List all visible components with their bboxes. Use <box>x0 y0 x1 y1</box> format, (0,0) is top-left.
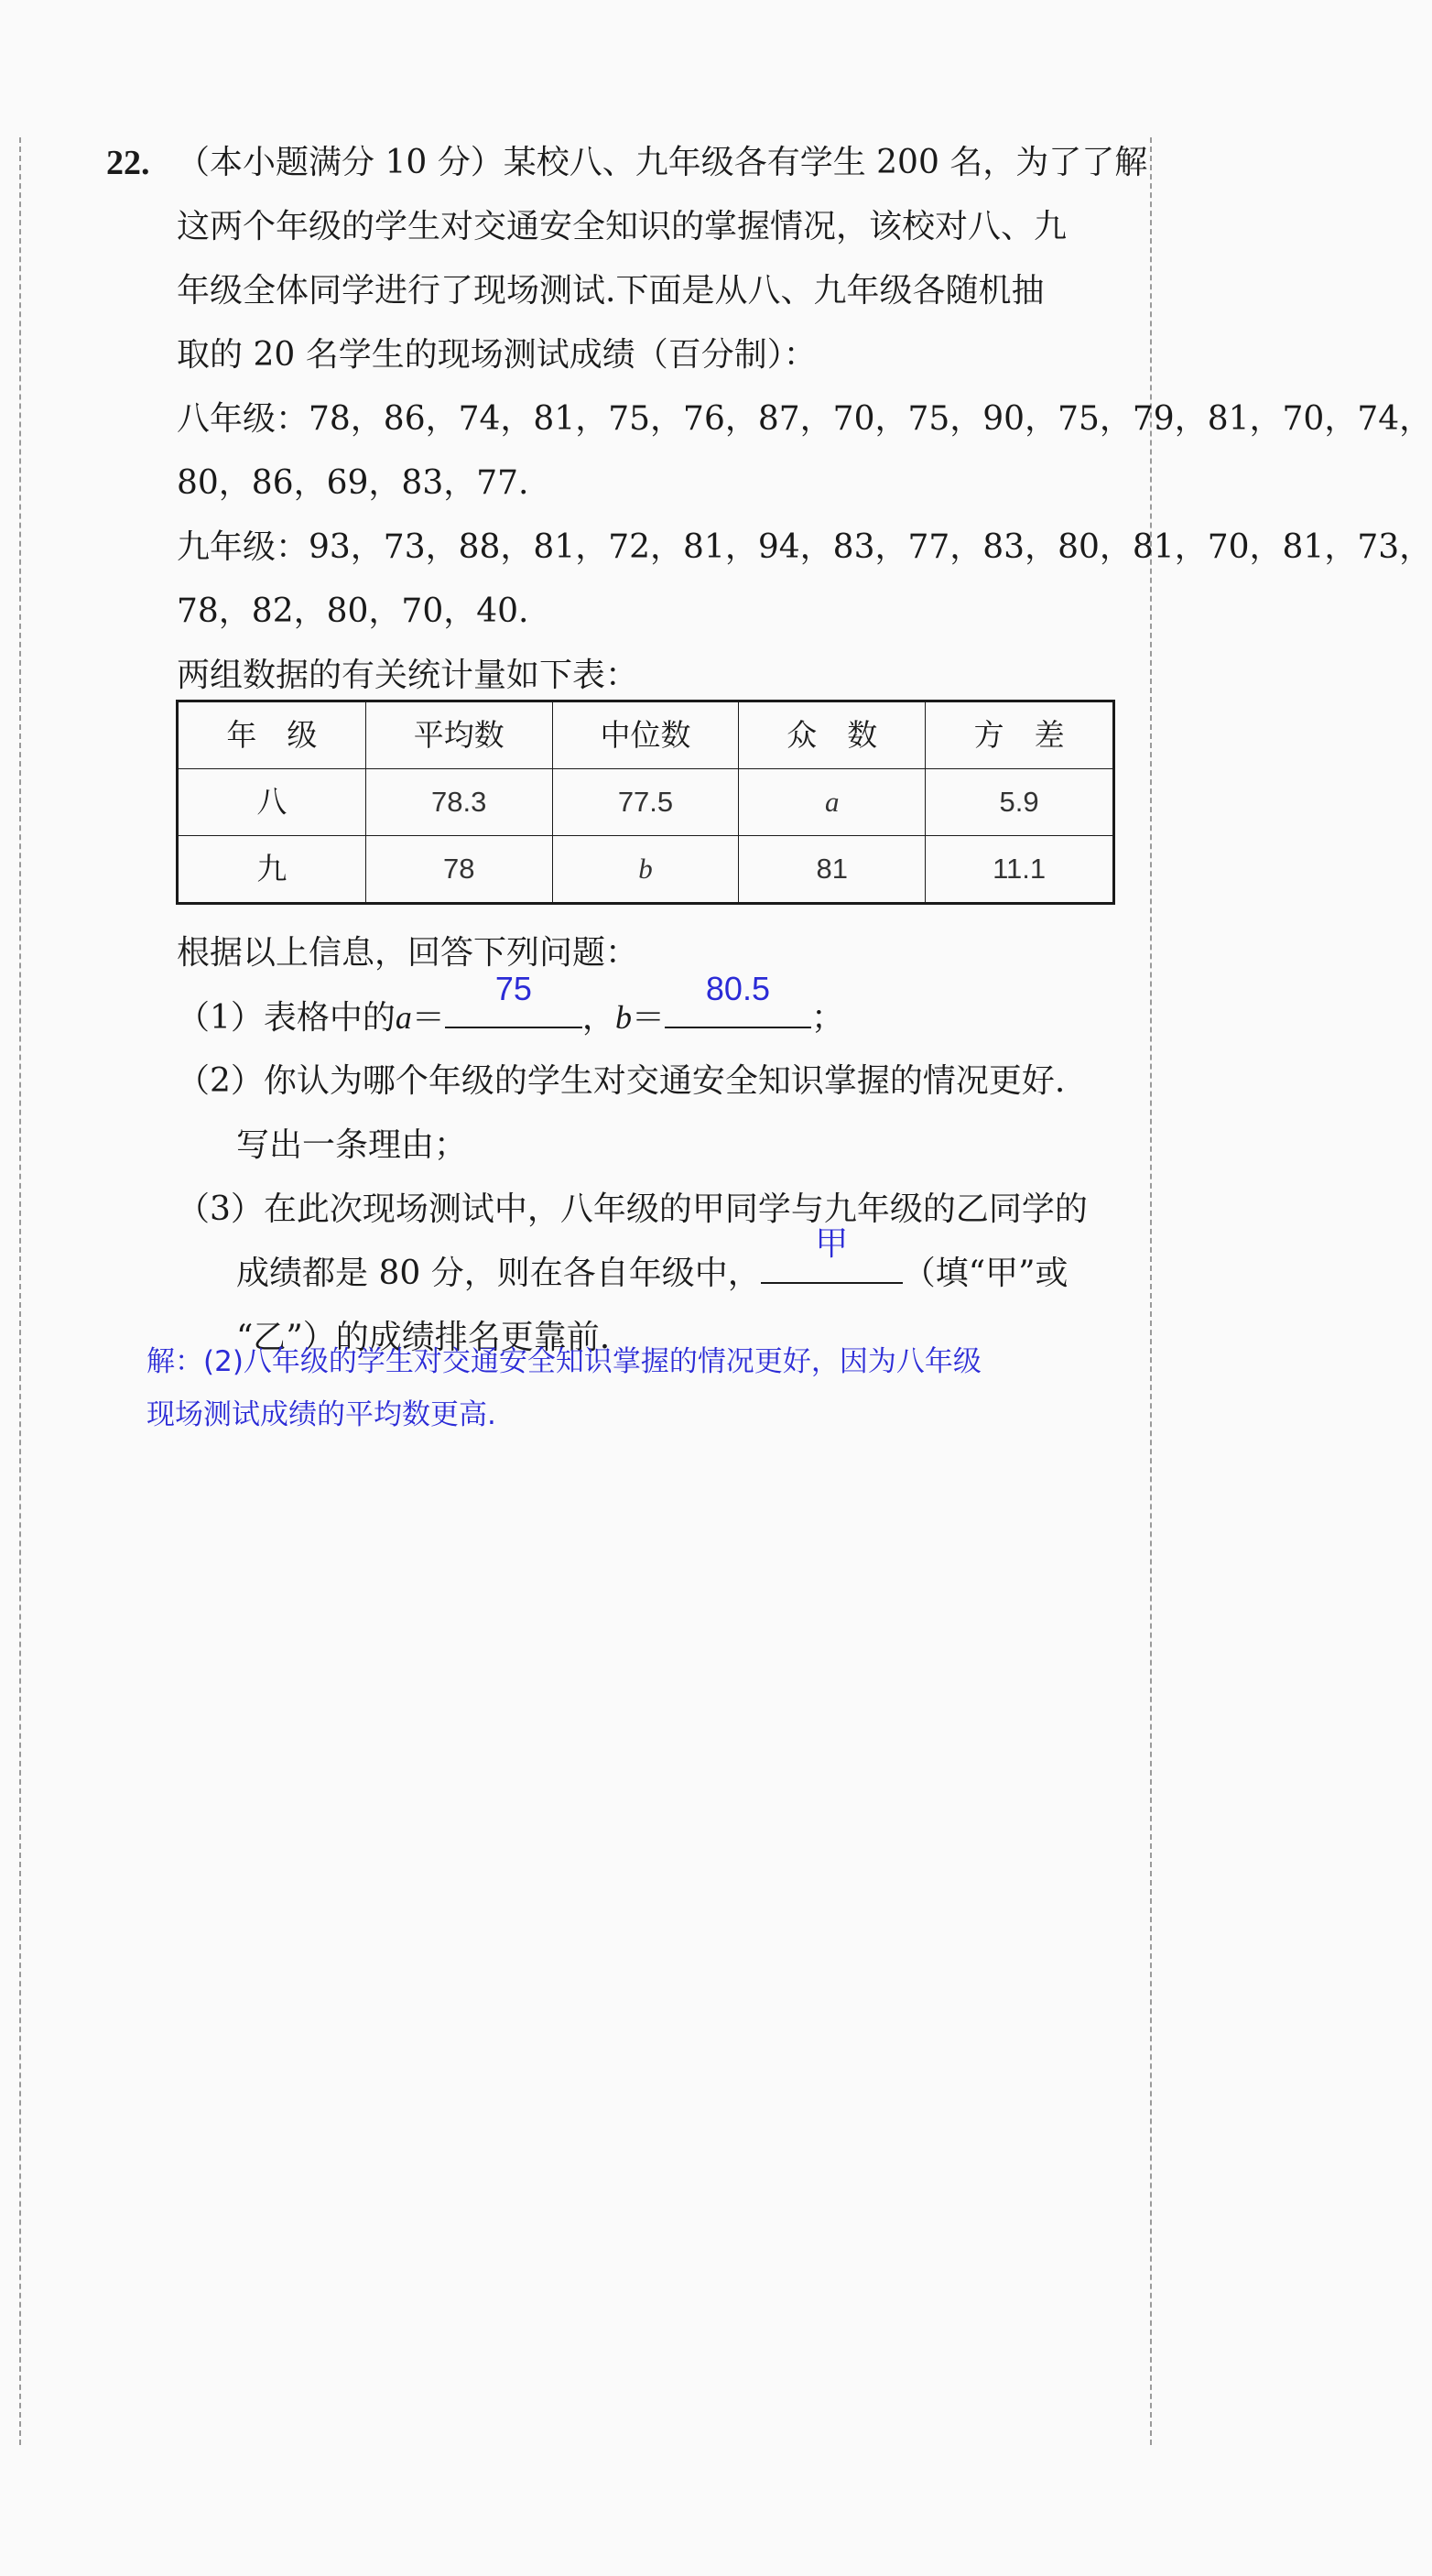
row-grade-9: 九 <box>178 836 366 904</box>
question-line-3: 年级全体同学进行了现场测试.下面是从八、九年级各随机抽 <box>177 272 1045 310</box>
header-median: 中位数 <box>552 701 739 769</box>
grade9-variance: 11.1 <box>926 836 1114 904</box>
handwritten-answer <box>146 1335 1117 1441</box>
q1-end: ； <box>810 999 844 1037</box>
answer-3-value: 甲 <box>815 1225 849 1263</box>
question-line-2: 这两个年级的学生对交通安全知识的掌握情况，该校对八、九 <box>177 208 1068 245</box>
q1-prefix: （1）表格中的 <box>177 999 396 1037</box>
answer-blank-b[interactable] <box>665 970 811 1028</box>
grade8-scores-line-2: 80，86，69，83，77. <box>177 464 529 502</box>
grade9-mode: 81 <box>739 836 926 904</box>
q3-suffix: （填“甲”或 <box>902 1255 1069 1292</box>
subquestion-2-line-1: （2）你认为哪个年级的学生对交通安全知识掌握的情况更好. <box>177 1062 1066 1100</box>
right-margin-dashed-line <box>1150 137 1152 2445</box>
header-variance: 方 差 <box>926 701 1114 769</box>
question-line-1: （本小题满分 10 分）某校八、九年级各有学生 200 名，为了了解 <box>177 144 1148 181</box>
answer-blank-a[interactable] <box>445 970 582 1028</box>
question-line-4: 取的 20 名学生的现场测试成绩（百分制）： <box>177 336 817 374</box>
table-intro: 两组数据的有关统计量如下表： <box>177 657 639 694</box>
answer-blank-3[interactable] <box>761 1225 903 1284</box>
grade9-scores-line-1: 九年级：93，73，88，81，72，81，94，83，77，83，80，81，70，81，73， <box>177 528 1432 566</box>
grade8-mode: a <box>739 769 926 836</box>
q1-var-b: b <box>614 999 632 1036</box>
header-mean: 平均数 <box>365 701 552 769</box>
subquestion-2-line-2: 写出一条理由； <box>236 1126 468 1164</box>
subquestion-3-line-1: （3）在此次现场测试中，八年级的甲同学与九年级的乙同学的 <box>177 1190 1088 1228</box>
grade9-mean: 78 <box>365 836 552 904</box>
answer-b-value: 80.5 <box>705 970 770 1007</box>
q3-prefix: 成绩都是 80 分，则在各自年级中， <box>236 1255 761 1292</box>
q1-eq-b: ＝ <box>631 999 665 1037</box>
q1-eq-a: ＝ <box>411 999 445 1037</box>
subquestion-3-line-3: “乙”）的成绩排名更靠前. <box>236 1319 611 1356</box>
q1-var-a: a <box>395 999 412 1036</box>
subquestion-3-line-2 <box>236 1225 1069 1306</box>
grade8-variance: 5.9 <box>926 769 1114 836</box>
question-number: 22. <box>106 144 150 182</box>
table-row <box>178 769 1114 836</box>
statistics-table <box>176 700 1115 905</box>
answer-line-1: 解：(2)八年级的学生对交通安全知识掌握的情况更好，因为八年级 <box>146 1345 982 1378</box>
grade8-median: 77.5 <box>552 769 739 836</box>
q1-comma: ， <box>581 999 615 1037</box>
grade9-scores-line-2: 78，82，80，70，40. <box>177 592 529 630</box>
table-row <box>178 836 1114 904</box>
header-mode: 众 数 <box>739 701 926 769</box>
row-grade-8: 八 <box>178 769 366 836</box>
grade9-median: b <box>552 836 739 904</box>
left-margin-dashed-line <box>19 137 21 2445</box>
header-grade: 年 级 <box>178 701 366 769</box>
grade8-mean: 78.3 <box>365 769 552 836</box>
answer-line-2: 现场测试成绩的平均数更高. <box>146 1398 496 1431</box>
table-header-row <box>178 701 1114 769</box>
answer-a-value: 75 <box>494 970 532 1007</box>
questions-intro: 根据以上信息，回答下列问题： <box>177 934 639 972</box>
subquestion-1 <box>177 970 844 1050</box>
grade8-scores-line-1: 八年级：78，86，74，81，75，76，87，70，75，90，75，79，81，70，74， <box>177 400 1432 438</box>
